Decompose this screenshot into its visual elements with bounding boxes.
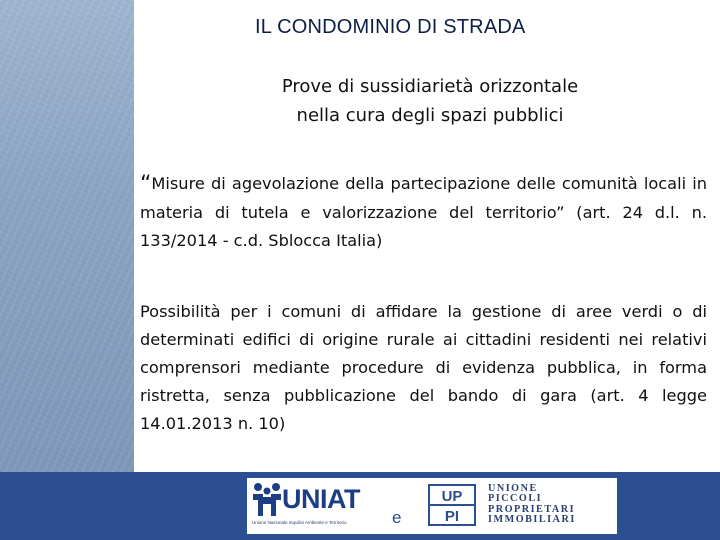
uppi-mark-bottom-text: PI bbox=[444, 508, 460, 525]
uppi-line-3: PROPRIETARI bbox=[488, 503, 576, 515]
uppi-line-2: PICCOLI bbox=[488, 493, 543, 505]
paragraph-quote bbox=[140, 170, 707, 255]
uniat-people-icon bbox=[252, 482, 282, 518]
uppi-mark-top-text: UP bbox=[441, 488, 463, 505]
paragraph-1-text: Misure di agevolazione della partecipazione delle comunità locali in materia di tutela e valorizzazione del territorio” (art. 24 d.l. n. 133/2014 - c.d. Sblocca Italia) bbox=[140, 174, 707, 250]
opening-quote-mark: “ bbox=[140, 172, 152, 197]
paragraph-2: Possibilità per i comuni di affidare la gestione di aree verdi o di determinati edifici di origine rurale ai cittadini residenti nei relativi comprensori mediante procedure di evidenza pubblica, in forma ristretta, senza pubblicazione del bando di gara (art. 4 legge 14.01.2013 n. 10) bbox=[140, 302, 707, 433]
uppi-line-4: IMMOBILIARI bbox=[488, 513, 576, 525]
subtitle-line-1: Prove di sussidiarietà orizzontale bbox=[281, 76, 579, 97]
uniat-logo-text: UNIAT bbox=[282, 484, 360, 514]
uppi-mark-icon bbox=[428, 484, 476, 526]
decorative-side-panel bbox=[0, 0, 134, 472]
uniat-logo-tagline: Unione Nazionale Inquilini Ambiente e Territorio bbox=[252, 520, 347, 525]
uppi-logo-text bbox=[488, 484, 576, 525]
slide-subtitle bbox=[160, 72, 700, 130]
subtitle-line-2: nella cura degli spazi pubblici bbox=[296, 105, 564, 126]
logos-conjunction: e bbox=[392, 508, 402, 527]
slide-title: IL CONDOMINIO DI STRADA bbox=[255, 16, 526, 38]
uppi-line-1: UNIONE bbox=[488, 483, 538, 494]
